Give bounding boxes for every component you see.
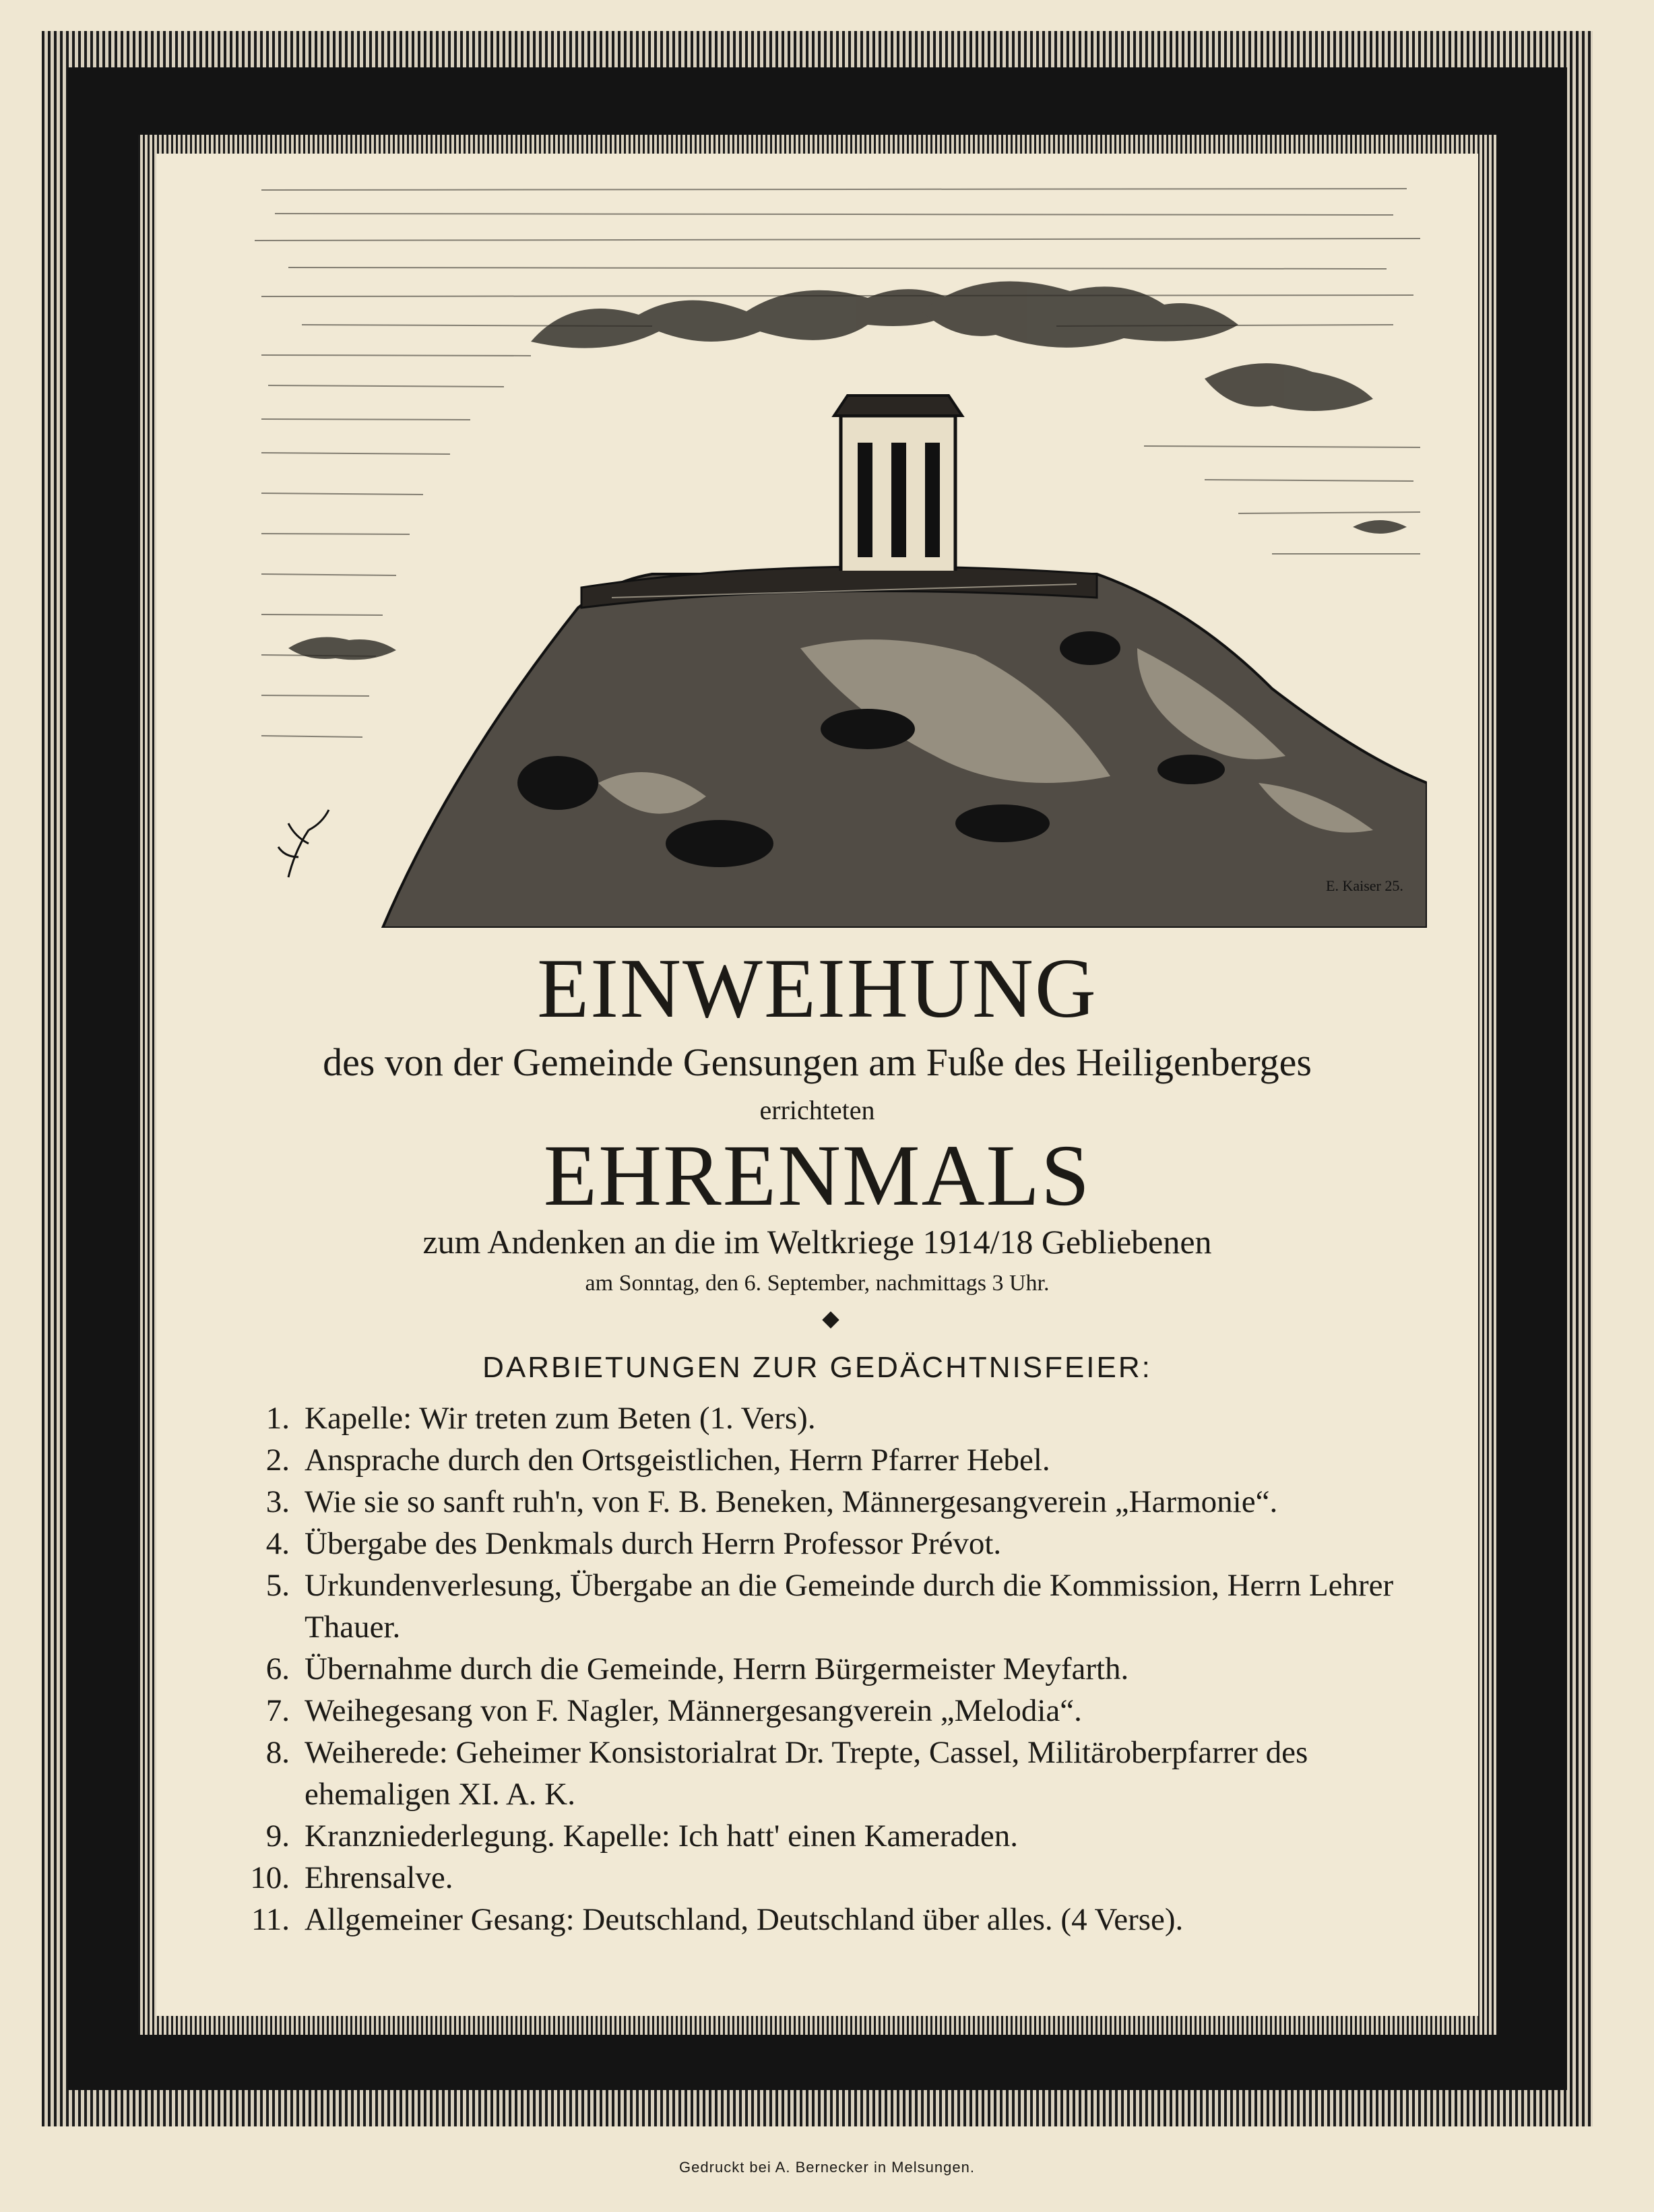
- item-text: Urkundenverlesung, Übergabe an die Gemeinde durch die Kommission, Herrn Lehrer Thauer.: [305, 1568, 1394, 1645]
- artist-signature: E. Kaiser 25.: [1326, 877, 1403, 894]
- subtitle-line-2: errichteten: [759, 1095, 875, 1125]
- item-number: 7.: [265, 1693, 290, 1728]
- list-item: [222, 1439, 1449, 1481]
- item-number: 9.: [265, 1819, 290, 1854]
- item-number: 4.: [265, 1526, 290, 1561]
- list-item: [222, 1397, 1449, 1439]
- item-number: 1.: [265, 1401, 290, 1436]
- dedication-line: zum Andenken an die im Weltkriege 1914/18 Gebliebenen: [422, 1223, 1212, 1261]
- item-number: 3.: [265, 1484, 290, 1519]
- item-number: 8.: [265, 1735, 290, 1770]
- program-heading: DARBIETUNGEN ZUR GEDÄCHTNISFEIER:: [482, 1351, 1152, 1384]
- list-item: [222, 1565, 1449, 1648]
- list-item: [222, 1732, 1449, 1815]
- list-item: [222, 1690, 1449, 1732]
- item-text: Übernahme durch die Gemeinde, Herrn Bürgermeister Meyfarth.: [305, 1651, 1129, 1686]
- list-item: [222, 1481, 1449, 1523]
- list-item: [222, 1815, 1449, 1857]
- item-text: Kapelle: Wir treten zum Beten (1. Vers).: [305, 1401, 816, 1436]
- list-item: [222, 1857, 1449, 1899]
- item-text: Ansprache durch den Ortsgeistlichen, Herrn Pfarrer Hebel.: [305, 1443, 1050, 1478]
- item-number: 10.: [250, 1860, 290, 1895]
- monument-building: [834, 396, 962, 580]
- list-item: [222, 1648, 1449, 1690]
- program-list: [222, 1397, 1449, 1940]
- item-text: Weihegesang von F. Nagler, Männergesangverein „Melodia“.: [305, 1693, 1082, 1728]
- item-text: Kranzniederlegung. Kapelle: Ich hatt' einen Kameraden.: [305, 1819, 1018, 1854]
- item-number: 6.: [265, 1651, 290, 1686]
- item-text: Wie sie so sanft ruh'n, von F. B. Beneken, Männergesangverein „Harmonie“.: [305, 1484, 1278, 1519]
- item-text: Ehrensalve.: [305, 1860, 453, 1895]
- item-number: 11.: [251, 1902, 290, 1937]
- item-text: Allgemeiner Gesang: Deutschland, Deutschland über alles. (4 Verse).: [305, 1902, 1184, 1937]
- monument-illustration: [248, 177, 1427, 928]
- subtitle-line-1: des von der Gemeinde Gensungen am Fuße des Heiligenberges: [323, 1040, 1312, 1084]
- item-text: Übergabe des Denkmals durch Herrn Professor Prévot.: [305, 1526, 1002, 1561]
- list-item: [222, 1899, 1449, 1940]
- item-text: Weiherede: Geheimer Konsistorialrat Dr. Trepte, Cassel, Militäroberpfarrer des ehemaligen XI. A. K.: [305, 1735, 1308, 1812]
- list-item: [222, 1523, 1449, 1565]
- date-line: am Sonntag, den 6. September, nachmittags 3 Uhr.: [585, 1271, 1050, 1296]
- page-title: EINWEIHUNG: [537, 942, 1098, 1036]
- printer-credit: Gedruckt bei A. Bernecker in Melsungen.: [679, 2159, 975, 2176]
- monument-title: EHRENMALS: [543, 1127, 1091, 1224]
- item-number: 2.: [265, 1443, 290, 1478]
- item-number: 5.: [265, 1568, 290, 1603]
